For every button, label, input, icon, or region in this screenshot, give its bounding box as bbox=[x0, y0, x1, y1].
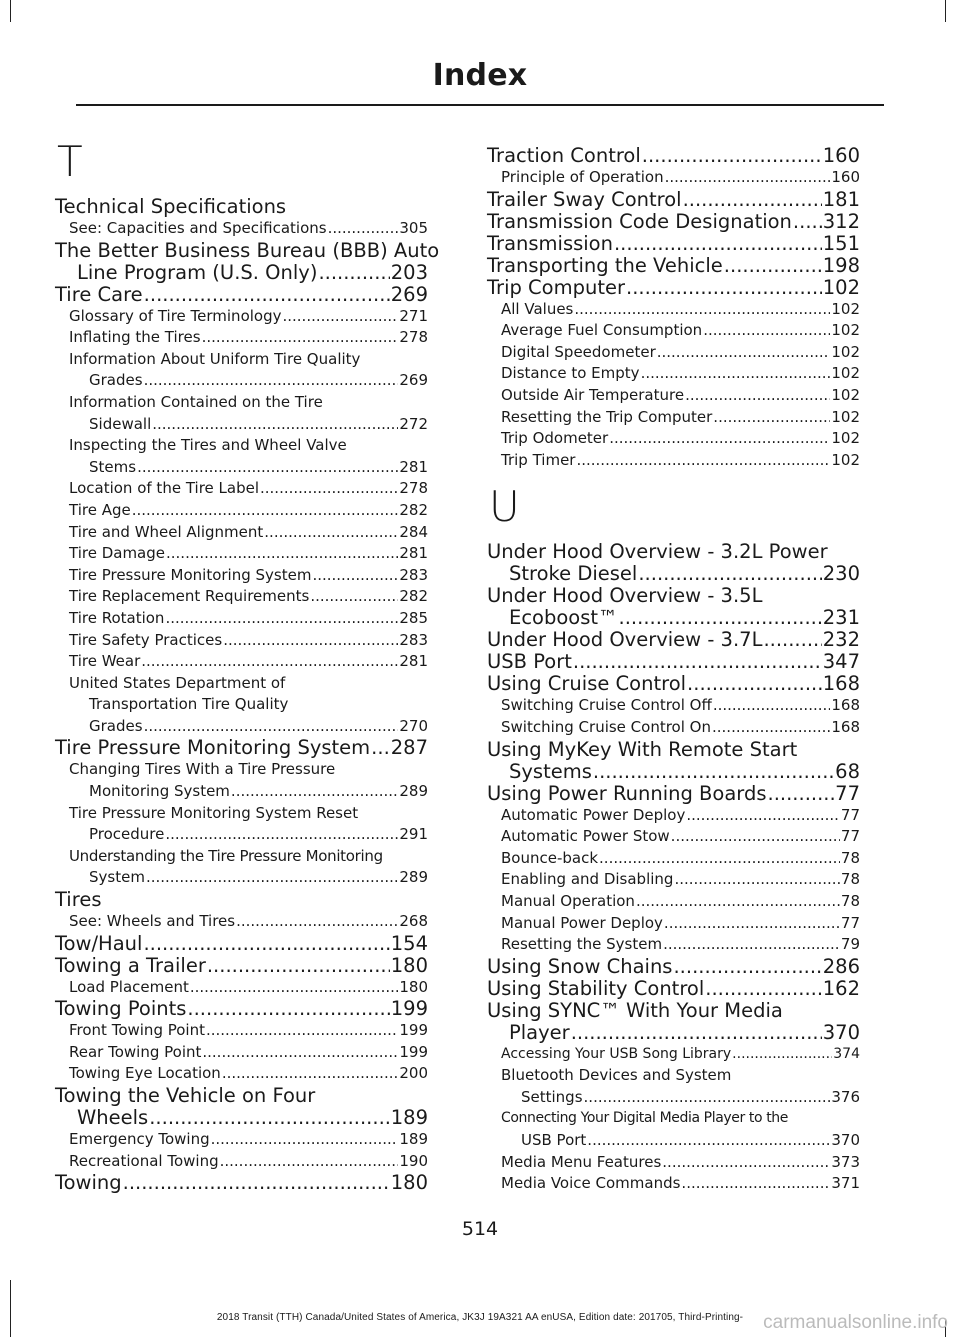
index-subentry[interactable]: Principle of Operation ..... 160 bbox=[487, 167, 860, 189]
index-subentry[interactable]: System ..... 289 bbox=[69, 867, 428, 889]
index-entry[interactable]: Towing Points ..... 199 bbox=[55, 998, 428, 1020]
index-entry[interactable]: Towing ..... 180 bbox=[55, 1172, 428, 1194]
index-heading: Under Hood Overview - 3.2L Power bbox=[487, 540, 828, 564]
index-subentry[interactable]: Accessing Your USB Song Library ..... 374 bbox=[487, 1044, 860, 1066]
index-subentry-text: Information About Uniform Tire Quality bbox=[69, 349, 361, 368]
index-entry[interactable]: Using Cruise Control ..... 168 bbox=[487, 673, 860, 695]
index-subentry[interactable]: Tire Safety Practices ..... 283 bbox=[55, 630, 428, 652]
index-subentry[interactable]: See: Wheels and Tires ..... 268 bbox=[55, 911, 428, 933]
index-subentry-text: Connecting Your Digital Media Player to the bbox=[501, 1110, 788, 1127]
index-entry[interactable]: Towing a Trailer ..... 180 bbox=[55, 955, 428, 977]
index-subentry-text: Information Contained on the Tire bbox=[69, 392, 323, 411]
index-entry[interactable]: Tow/Haul ..... 154 bbox=[55, 933, 428, 955]
section-letter-t: T bbox=[57, 137, 83, 186]
index-entry[interactable]: Stroke Diesel ..... 230 bbox=[487, 563, 860, 585]
index-subentry[interactable]: Bounce-back ..... 78 bbox=[487, 848, 860, 870]
crop-mark bbox=[10, 0, 11, 22]
index-entry[interactable]: Systems ..... 68 bbox=[487, 761, 860, 783]
index-entry[interactable]: Using Stability Control ..... 162 bbox=[487, 978, 860, 1000]
index-heading: Using MyKey With Remote Start bbox=[487, 737, 798, 761]
index-subentry[interactable]: Stems ..... 281 bbox=[69, 457, 428, 479]
index-subentry-text: Changing Tires With a Tire Pressure bbox=[69, 760, 336, 779]
index-subentry[interactable]: Tire Replacement Requirements ..... 282 bbox=[55, 586, 428, 608]
index-subentry[interactable]: Automatic Power Stow ..... 77 bbox=[487, 826, 860, 848]
index-subentry-text: United States Department of bbox=[69, 673, 286, 692]
index-subentry[interactable]: Tire Damage ..... 281 bbox=[55, 543, 428, 565]
index-subentry[interactable]: Settings ..... 376 bbox=[501, 1087, 860, 1109]
page-number: 514 bbox=[461, 1218, 499, 1240]
index-subentry[interactable]: Tire Wear ..... 281 bbox=[55, 651, 428, 673]
page-title: Index bbox=[432, 58, 528, 93]
index-entry[interactable]: Player ..... 370 bbox=[487, 1022, 860, 1044]
index-subentry-text: Transportation Tire Quality bbox=[89, 695, 289, 714]
index-subentry[interactable]: Procedure ..... 291 bbox=[69, 824, 428, 846]
index-subentry[interactable]: Monitoring System ..... 289 bbox=[69, 781, 428, 803]
index-subentry[interactable]: Tire Pressure Monitoring System ..... 283 bbox=[55, 565, 428, 587]
index-subentry[interactable]: Manual Power Deploy ..... 77 bbox=[487, 913, 860, 935]
index-entry[interactable]: Tire Pressure Monitoring System ..... 287 bbox=[55, 737, 428, 759]
index-entry[interactable]: Under Hood Overview - 3.7L ..... 232 bbox=[487, 629, 860, 651]
index-entry[interactable]: Transporting the Vehicle ..... 198 bbox=[487, 255, 860, 277]
index-subentry[interactable]: Inflating the Tires ..... 278 bbox=[55, 327, 428, 349]
index-subentry[interactable]: Load Placement ..... 180 bbox=[55, 977, 428, 999]
index-subentry[interactable]: Automatic Power Deploy ..... 77 bbox=[487, 805, 860, 827]
index-heading: The Better Business Bureau (BBB) Auto bbox=[55, 238, 440, 262]
section-letter-u: U bbox=[489, 482, 520, 532]
index-subentry[interactable]: Digital Speedometer ..... 102 bbox=[487, 342, 860, 364]
index-subentry[interactable]: Outside Air Temperature ..... 102 bbox=[487, 385, 860, 407]
index-subentry[interactable]: Switching Cruise Control On ..... 168 bbox=[487, 717, 860, 739]
index-entry[interactable]: Tire Care ..... 269 bbox=[55, 284, 428, 306]
crop-mark bbox=[945, 0, 946, 22]
index-entry[interactable]: Ecoboost™ ..... 231 bbox=[487, 607, 860, 629]
watermark: carmanualsonline.info bbox=[763, 1312, 948, 1333]
index-subentry-text: Tire Pressure Monitoring System Reset bbox=[69, 803, 359, 822]
index-entry[interactable]: Traction Control ..... 160 bbox=[487, 145, 860, 167]
index-heading: Technical Specifications bbox=[55, 195, 287, 218]
index-entry[interactable]: See: Capacities and Specifications ..... 305 bbox=[55, 218, 428, 240]
crop-mark bbox=[10, 1280, 11, 1337]
index-entry[interactable]: Wheels ..... 189 bbox=[55, 1107, 428, 1129]
index-subentry[interactable]: Average Fuel Consumption ..... 102 bbox=[487, 320, 860, 342]
index-subentry[interactable]: Media Menu Features ..... 373 bbox=[487, 1152, 860, 1174]
index-heading: Tires bbox=[55, 888, 102, 912]
index-subentry[interactable]: USB Port ..... 370 bbox=[501, 1130, 860, 1152]
index-entry[interactable]: Transmission Code Designation ..... 312 bbox=[487, 211, 860, 233]
index-subentry[interactable]: Manual Operation ..... 78 bbox=[487, 891, 860, 913]
index-subentry-text: Inspecting the Tires and Wheel Valve bbox=[69, 436, 347, 455]
index-column-left bbox=[55, 136, 440, 1195]
index-subentry[interactable]: Rear Towing Point ..... 199 bbox=[55, 1042, 428, 1064]
index-subentry[interactable]: Sidewall ..... 272 bbox=[69, 414, 428, 436]
index-subentry[interactable]: Glossary of Tire Terminology ..... 271 bbox=[55, 306, 428, 328]
index-entry[interactable]: Transmission ..... 151 bbox=[487, 233, 860, 255]
index-subentry[interactable]: Tire and Wheel Alignment ..... 284 bbox=[55, 522, 428, 544]
index-subentry[interactable]: Tire Rotation ..... 285 bbox=[55, 608, 428, 630]
index-subentry[interactable]: Grades ..... 270 bbox=[69, 716, 428, 738]
index-subentry[interactable]: Location of the Tire Label ..... 278 bbox=[55, 478, 428, 500]
index-heading: Using SYNC™ With Your Media bbox=[487, 998, 783, 1022]
index-entry[interactable]: Using Power Running Boards ..... 77 bbox=[487, 783, 860, 805]
index-entry[interactable]: Line Program (U.S. Only) ..... 203 bbox=[55, 262, 428, 284]
index-subentry[interactable]: All Values ..... 102 bbox=[487, 299, 860, 321]
index-subentry[interactable]: Tire Age ..... 282 bbox=[55, 500, 428, 522]
index-subentry-text: Bluetooth Devices and System bbox=[501, 1066, 732, 1085]
index-subentry-text: Understanding the Tire Pressure Monitoring bbox=[69, 846, 383, 865]
index-subentry[interactable]: Recreational Towing ..... 190 bbox=[55, 1151, 428, 1173]
index-heading: Under Hood Overview - 3.5L bbox=[487, 584, 763, 608]
index-subentry[interactable]: Trip Timer ..... 102 bbox=[487, 450, 860, 472]
index-entry[interactable]: Trailer Sway Control ..... 181 bbox=[487, 189, 860, 211]
index-subentry[interactable]: Grades ..... 269 bbox=[69, 370, 428, 392]
index-entry[interactable]: USB Port ..... 347 bbox=[487, 651, 860, 673]
index-subentry[interactable]: Front Towing Point ..... 199 bbox=[55, 1020, 428, 1042]
index-subentry[interactable]: Enabling and Disabling ..... 78 bbox=[487, 869, 860, 891]
index-subentry[interactable]: Resetting the System ..... 79 bbox=[487, 934, 860, 956]
index-subentry[interactable]: Emergency Towing ..... 189 bbox=[55, 1129, 428, 1151]
index-entry[interactable]: Trip Computer ..... 102 bbox=[487, 277, 860, 299]
index-subentry[interactable]: Distance to Empty ..... 102 bbox=[487, 363, 860, 385]
header-divider bbox=[76, 104, 884, 106]
index-subentry[interactable]: Trip Odometer ..... 102 bbox=[487, 428, 860, 450]
index-subentry[interactable]: Towing Eye Location ..... 200 bbox=[55, 1063, 428, 1085]
index-heading: Towing the Vehicle on Four bbox=[55, 1084, 316, 1107]
index-subentry[interactable]: Resetting the Trip Computer ..... 102 bbox=[487, 407, 860, 429]
index-subentry[interactable]: Media Voice Commands ..... 371 bbox=[487, 1173, 860, 1195]
index-subentry[interactable]: Switching Cruise Control Off ..... 168 bbox=[487, 695, 860, 717]
index-column-right bbox=[487, 145, 860, 1195]
footer-edition-text: 2018 Transit (TTH) Canada/United States of America, JK3J 19A321 AA enUSA, Edition date: 201705, Third-Printing- bbox=[216, 1312, 744, 1323]
index-entry[interactable]: Using Snow Chains ..... 286 bbox=[487, 956, 860, 978]
